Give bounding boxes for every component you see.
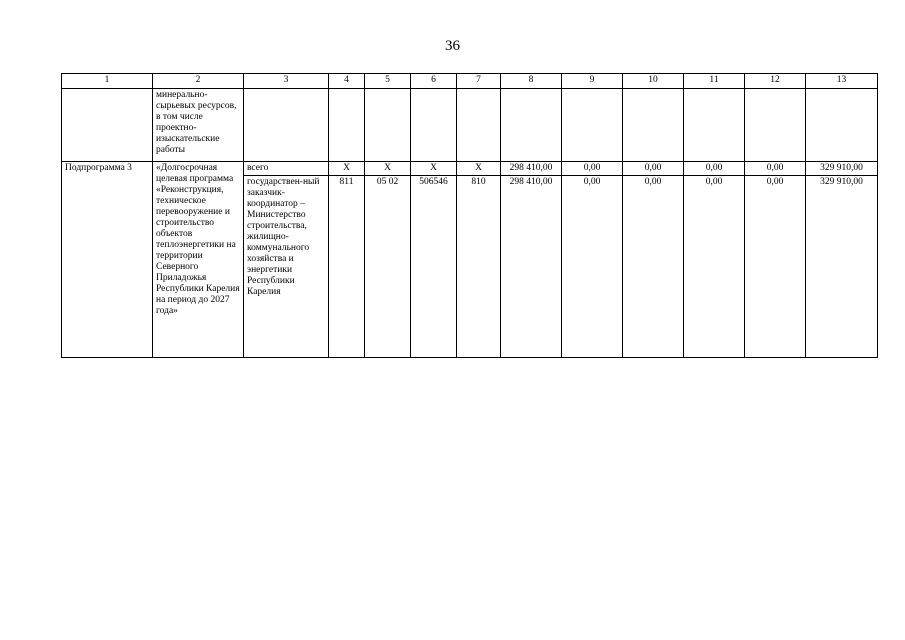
column-header: 6 [411, 74, 457, 89]
amount-cell: 298 410,00 [501, 162, 562, 176]
subprogram-title: «Долгосрочная целевая программа «Реконструкция, техническое перевооружение и строительство объектов теплоэнергетики на территории Северного Приладожья Республики Карелия на период до 2027 года» [153, 162, 244, 358]
table-row-continuation [62, 89, 878, 162]
continuation-description: минерально-сырьевых ресурсов, в том числе проектно-изыскательские работы [153, 89, 244, 162]
table-cell [745, 89, 806, 162]
code-cell: X [411, 162, 457, 176]
subprogram-label: Подпрограмма 3 [62, 162, 153, 358]
code-cell: X [329, 162, 365, 176]
amount-cell: 298 410,00 [501, 176, 562, 358]
table-cell [411, 89, 457, 162]
amount-cell: 0,00 [623, 162, 684, 176]
page-number: 36 [445, 38, 460, 54]
amount-cell: 0,00 [562, 176, 623, 358]
table-cell [501, 89, 562, 162]
column-header: 2 [153, 74, 244, 89]
row-label: всего [244, 162, 329, 176]
column-header: 12 [745, 74, 806, 89]
code-cell: 811 [329, 176, 365, 358]
amount-cell: 0,00 [684, 162, 745, 176]
table-cell [684, 89, 745, 162]
column-header: 4 [329, 74, 365, 89]
amount-cell: 329 910,00 [806, 176, 878, 358]
code-cell: 506546 [411, 176, 457, 358]
table-cell [806, 89, 878, 162]
code-cell: 05 02 [365, 176, 411, 358]
table-row-total [62, 162, 878, 176]
column-header: 9 [562, 74, 623, 89]
column-header: 5 [365, 74, 411, 89]
table-cell [623, 89, 684, 162]
column-header: 8 [501, 74, 562, 89]
column-header: 13 [806, 74, 878, 89]
code-cell: X [365, 162, 411, 176]
amount-cell: 0,00 [623, 176, 684, 358]
code-cell: X [457, 162, 501, 176]
amount-cell: 0,00 [745, 176, 806, 358]
column-header: 11 [684, 74, 745, 89]
code-cell: 810 [457, 176, 501, 358]
column-header: 10 [623, 74, 684, 89]
column-header: 7 [457, 74, 501, 89]
amount-cell: 0,00 [684, 176, 745, 358]
table-cell [62, 89, 153, 162]
row-label: государствен-ный заказчик-координатор – Министерство строительства, жилищно-коммунального хозяйства и энергетики Республики Карелия [244, 176, 329, 358]
header-row [62, 74, 878, 89]
amount-cell: 329 910,00 [806, 162, 878, 176]
amount-cell: 0,00 [745, 162, 806, 176]
budget-table [61, 73, 878, 358]
table-cell [244, 89, 329, 162]
column-header: 1 [62, 74, 153, 89]
amount-cell: 0,00 [562, 162, 623, 176]
table-cell [457, 89, 501, 162]
column-header: 3 [244, 74, 329, 89]
table-cell [329, 89, 365, 162]
table-cell [365, 89, 411, 162]
table-cell [562, 89, 623, 162]
